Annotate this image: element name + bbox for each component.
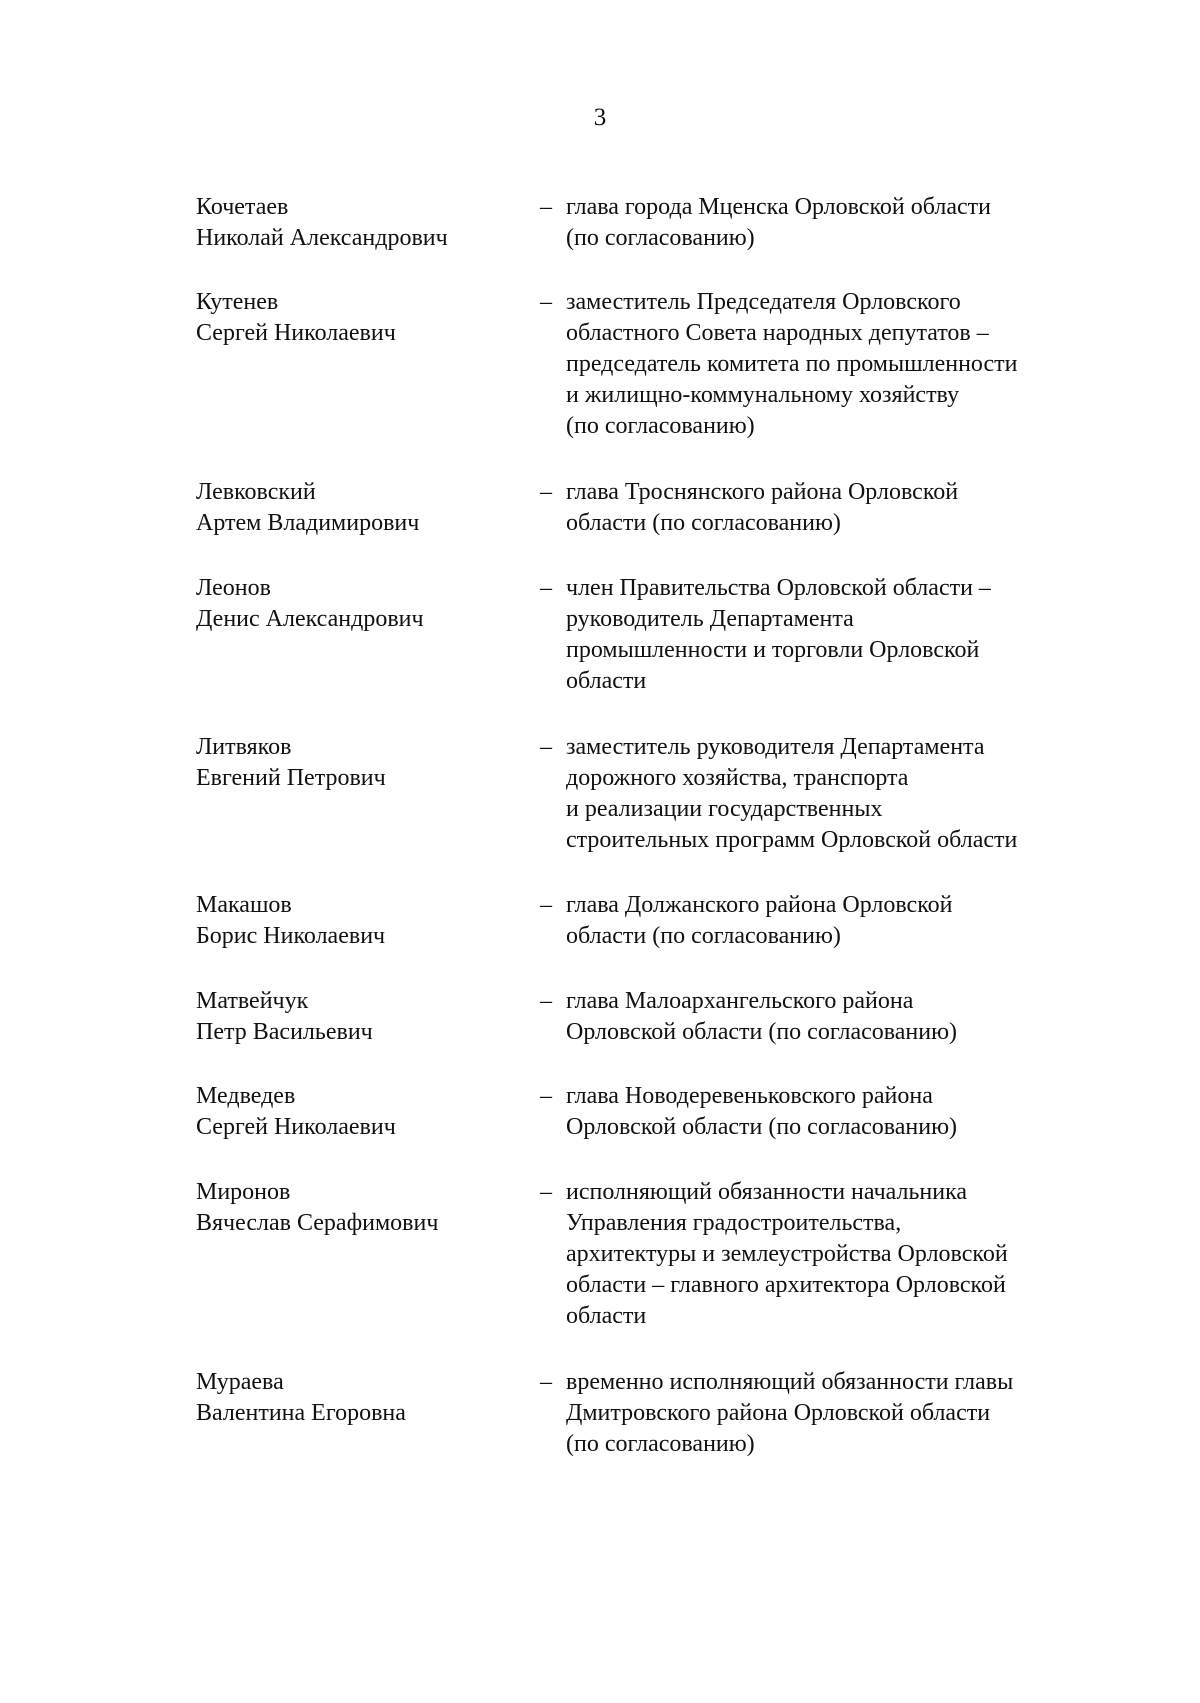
member-role [566,573,1106,697]
member-given-names: Вячеслав Серафимович [196,1210,439,1236]
role-line: (по согласованию) [566,1431,755,1457]
role-line: глава Малоархангельского района [566,988,914,1014]
member-name [196,1367,516,1429]
role-line: дорожного хозяйства, транспорта [566,765,909,791]
role-line: области [566,668,647,694]
entry-dash: – [540,575,552,601]
member-given-names: Петр Васильевич [196,1019,373,1045]
member-given-names: Николай Александрович [196,225,448,251]
entry-dash: – [540,1083,552,1109]
role-line: Дмитровского района Орловской области [566,1400,991,1426]
role-line: Орловской области (по согласованию) [566,1019,958,1045]
member-role [566,1367,1106,1460]
member-surname: Медведев [196,1083,296,1109]
member-surname: Миронов [196,1179,291,1205]
member-given-names: Денис Александрович [196,606,424,632]
role-line: глава Должанского района Орловской [566,892,953,918]
member-name [196,573,516,635]
member-name [196,287,516,349]
role-line: Управления градостроительства, [566,1210,902,1236]
member-surname: Левковский [196,479,316,505]
role-line: председатель комитета по промышленности [566,351,1018,377]
role-line: области (по согласованию) [566,510,841,536]
member-name [196,1177,516,1239]
member-given-names: Евгений Петрович [196,765,386,791]
entry-dash: – [540,734,552,760]
member-given-names: Артем Владимирович [196,510,420,536]
member-surname: Литвяков [196,734,292,760]
role-line: области (по согласованию) [566,923,841,949]
member-name [196,192,516,254]
member-name [196,986,516,1048]
entry-dash: – [540,988,552,1014]
role-line: промышленности и торговли Орловской [566,637,980,663]
member-role [566,1177,1106,1332]
entry-dash: – [540,479,552,505]
role-line: области – главного архитектора Орловской [566,1272,1006,1298]
entry-dash: – [540,1179,552,1205]
member-role [566,732,1106,856]
role-line: глава города Мценска Орловской области [566,194,991,220]
entry-dash: – [540,289,552,315]
role-line: член Правительства Орловской области – [566,575,991,601]
member-role [566,477,1106,539]
member-surname: Мураева [196,1369,284,1395]
member-given-names: Сергей Николаевич [196,1114,396,1140]
member-name [196,477,516,539]
member-role [566,890,1106,952]
role-line: руководитель Департамента [566,606,854,632]
member-role [566,986,1106,1048]
member-given-names: Борис Николаевич [196,923,386,949]
role-line: заместитель руководителя Департамента [566,734,985,760]
entry-dash: – [540,194,552,220]
member-given-names: Сергей Николаевич [196,320,396,346]
role-line: и жилищно-коммунальному хозяйству [566,382,960,408]
member-given-names: Валентина Егоровна [196,1400,406,1426]
member-name [196,732,516,794]
role-line: (по согласованию) [566,413,755,439]
role-line: временно исполняющий обязанности главы [566,1369,1014,1395]
member-surname: Леонов [196,575,271,601]
role-line: Орловской области (по согласованию) [566,1114,958,1140]
role-line: исполняющий обязанности начальника [566,1179,968,1205]
member-surname: Кочетаев [196,194,289,220]
role-line: архитектуры и землеустройства Орловской [566,1241,1008,1267]
role-line: заместитель Председателя Орловского [566,289,961,315]
member-surname: Кутенев [196,289,279,315]
role-line: областного Совета народных депутатов – [566,320,989,346]
role-line: глава Новодеревеньковского района [566,1083,933,1109]
member-surname: Макашов [196,892,292,918]
member-name [196,1081,516,1143]
entry-dash: – [540,1369,552,1395]
role-line: и реализации государственных [566,796,883,822]
member-role [566,1081,1106,1143]
page-number: 3 [593,104,607,131]
role-line: (по согласованию) [566,225,755,251]
role-line: области [566,1303,647,1329]
role-line: строительных программ Орловской области [566,827,1018,853]
role-line: глава Троснянского района Орловской [566,479,959,505]
member-surname: Матвейчук [196,988,309,1014]
entry-dash: – [540,892,552,918]
member-name [196,890,516,952]
member-role [566,192,1106,254]
member-role [566,287,1106,442]
